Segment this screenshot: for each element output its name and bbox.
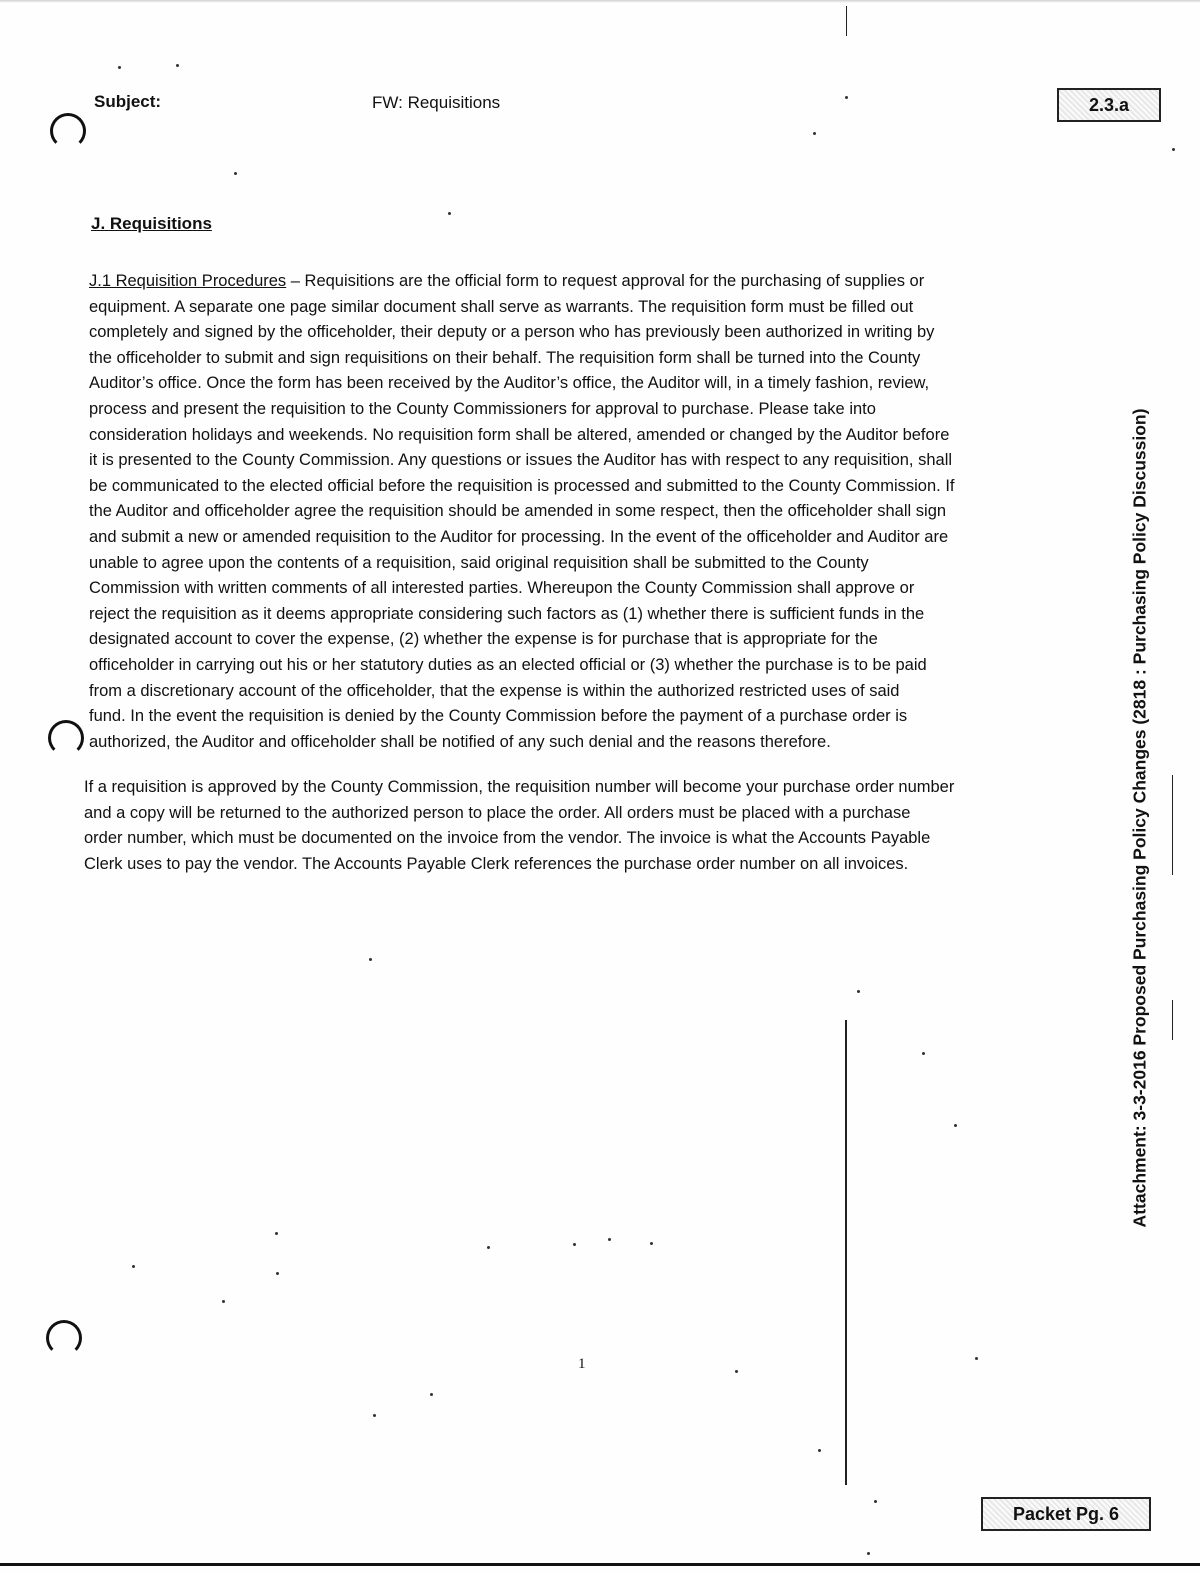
- paragraph-line: Commission with written comments of all interested parties. Whereupon the County Commission shall approve or: [89, 579, 915, 598]
- punch-hole-bottom: [46, 1320, 82, 1356]
- paragraph-line: be communicated to the elected official before the requisition is processed and submitted to the County Commission. If: [89, 476, 955, 495]
- subject-value: FW: Requisitions: [372, 93, 501, 112]
- paragraph-line: If a requisition is approved by the County Commission, the requisition number will become your purchase order number: [84, 778, 955, 796]
- speckle: [845, 96, 848, 99]
- paragraph-line: officeholder in carrying out his or her statutory duties as an elected official or (3) whether the purchase is to be paid: [89, 655, 927, 674]
- paragraph-approval: [84, 775, 954, 877]
- speckle: [234, 172, 237, 175]
- speckle: [222, 1300, 225, 1303]
- paragraph-requisition-procedures: [89, 269, 955, 755]
- speckle: [373, 1414, 376, 1417]
- speckle: [650, 1242, 653, 1245]
- speckle: [608, 1238, 611, 1241]
- paragraph-line: equipment. A separate one page similar document shall serve as warrants. The requisition form must be filled out: [89, 297, 914, 316]
- paragraph-line: Clerk uses to pay the vendor. The Accounts Payable Clerk references the purchase order number on all invoices.: [84, 854, 909, 873]
- speckle: [1172, 148, 1175, 151]
- speckle: [573, 1243, 576, 1246]
- paragraph-line: fund. In the event the requisition is denied by the County Commission before the payment of a purchase order is: [89, 707, 908, 726]
- paragraph-line: it is presented to the County Commission. Any questions or issues the Auditor has with respect to any requisition, shall: [89, 451, 953, 470]
- speckle: [735, 1370, 738, 1373]
- speckle: [975, 1357, 978, 1360]
- attachment-side-label: Attachment: 3-3-2016 Proposed Purchasing Policy Changes (2818 : Purchasing Policy Discussion): [1129, 408, 1150, 1228]
- paragraph-line: order number, which must be documented on the invoice from the vendor. The invoice is what the Accounts Payable: [84, 829, 931, 848]
- scan-vertical-line: [845, 1020, 847, 1485]
- speckle: [276, 1272, 279, 1275]
- speckle: [867, 1552, 870, 1555]
- paragraph-line: the Auditor and officeholder agree the requisition should be amended in some respect, then the officeholder shall sign: [89, 502, 947, 521]
- paragraph-line: the officeholder to submit and sign requisitions on their behalf. The requisition form shall be turned into the County: [89, 348, 921, 367]
- speckle: [430, 1393, 433, 1396]
- speckle: [857, 990, 860, 993]
- paragraph-line: [89, 269, 955, 295]
- paragraph-line: authorized, the Auditor and officeholder shall be notified of any such denial and the reasons therefore.: [89, 732, 831, 751]
- speckle: [487, 1246, 490, 1249]
- speckle: [132, 1265, 135, 1268]
- paragraph-line: consideration holidays and weekends. No requisition form shall be altered, amended or changed by the Auditor before: [89, 425, 950, 444]
- paragraph-line: designated account to cover the expense, (2) whether the expense is for purchase that is appropriate for the: [89, 630, 878, 649]
- paragraph-line-text: – Requisitions are the official form to request approval for the purchasing of supplies or: [286, 272, 925, 290]
- paragraph-line: reject the requisition as it deems appropriate considering such factors as (1) whether there is sufficient funds in the: [89, 604, 925, 623]
- punch-hole-top: [50, 113, 86, 149]
- speckle: [448, 212, 451, 215]
- speckle: [275, 1232, 278, 1235]
- paragraph-heading: J.1 Requisition Procedures: [89, 272, 287, 290]
- section-title: J. Requisitions: [91, 214, 212, 233]
- packet-page-stamp: Packet Pg. 6: [981, 1497, 1151, 1531]
- page-number: 1: [578, 1356, 586, 1372]
- paragraph-line: from a discretionary account of the officeholder, that the expense is within the authorized restricted uses of said: [89, 681, 900, 700]
- paragraph-line: process and present the requisition to the County Commissioners for approval to purchase. Please take into: [89, 399, 876, 418]
- paragraph-line: completely and signed by the officeholder, their deputy or a person who has previously been authorized in writing by: [89, 323, 935, 342]
- paragraph-line: Auditor’s office. Once the form has been received by the Auditor’s office, the Auditor will, in a timely fashion, review,: [89, 374, 930, 393]
- speckle: [818, 1449, 821, 1452]
- speckle: [369, 958, 372, 961]
- speckle: [922, 1052, 925, 1055]
- scan-top-edge: [0, 0, 1200, 3]
- speckle: [813, 132, 816, 135]
- paragraph-line: and a copy will be returned to the authorized person to place the order. All orders must be placed with a purchase: [84, 803, 911, 822]
- scan-right-line: [1172, 775, 1173, 875]
- speckle: [874, 1500, 877, 1503]
- scan-bottom-edge: [0, 1563, 1200, 1566]
- scan-right-line-2: [1172, 1000, 1173, 1040]
- paragraph-line: unable to agree upon the contents of a requisition, said original requisition shall be submitted to the County: [89, 553, 869, 572]
- speckle: [176, 64, 179, 67]
- item-number-stamp: 2.3.a: [1057, 88, 1161, 122]
- scan-mark: [846, 6, 847, 36]
- punch-hole-middle: [48, 720, 84, 756]
- speckle: [954, 1124, 957, 1127]
- subject-label: Subject:: [94, 92, 162, 111]
- paragraph-line: and submit a new or amended requisition to the Auditor for processing. In the event of the officeholder and Auditor are: [89, 527, 949, 546]
- speckle: [118, 66, 121, 69]
